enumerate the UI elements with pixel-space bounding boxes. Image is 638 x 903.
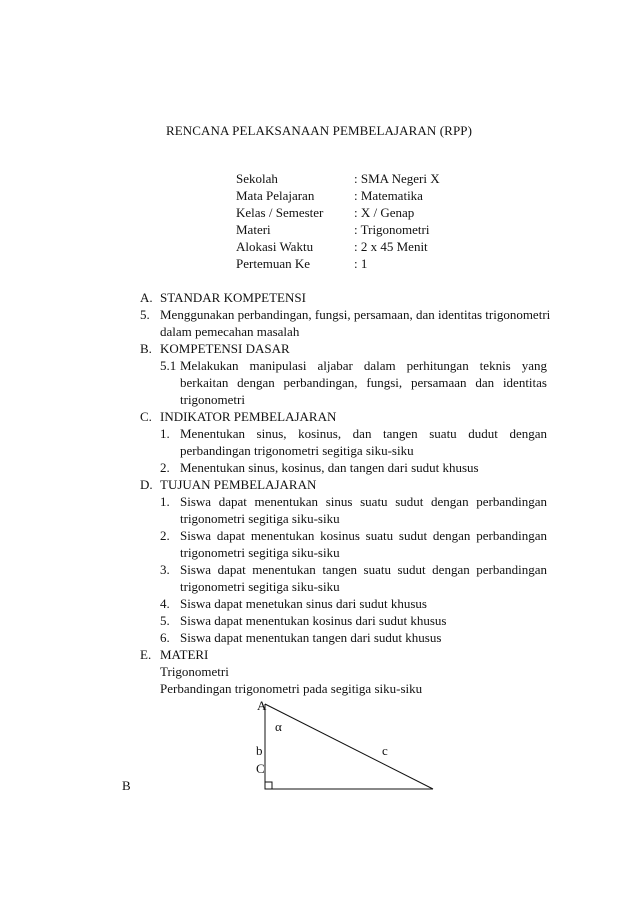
info-value: : Matematika [354,188,423,203]
list-item: Menentukan sinus, kosinus, dan tangen dari sudut khusus [180,460,479,475]
info-value: : 1 [354,256,368,271]
list-item-marker: 2. [160,528,170,543]
info-label: Materi [236,222,271,237]
vertex-a-label: A [257,698,267,713]
section-b-item-line: trigonometri [180,392,245,407]
info-value: : 2 x 45 Menit [354,239,428,254]
list-item: Siswa dapat menentukan tangen suatu sudut dengan perbandingan [180,562,547,577]
info-label: Pertemuan Ke [236,256,311,271]
section-a-item-marker: 5. [140,307,150,322]
list-item: perbandingan trigonometri segitiga siku-siku [180,443,414,458]
section-b-item-marker: 5.1 [160,358,177,373]
angle-alpha-label: α [275,719,282,734]
info-value: : X / Genap [354,205,415,220]
section-e-subtitle: Trigonometri [160,664,229,679]
page-title: RENCANA PELAKSANAAN PEMBELAJARAN (RPP) [165,123,473,138]
section-b-title: KOMPETENSI DASAR [160,341,290,356]
section-e-subtitle: Perbandingan trigonometri pada segitiga siku-siku [160,681,423,696]
list-item-marker: 5. [160,613,170,628]
section-a-title: STANDAR KOMPETENSI [160,290,306,305]
section-a-marker: A. [140,290,153,305]
list-item: Siswa dapat menetukan sinus dari sudut khusus [180,596,427,611]
section-b-item-line: Melakukan manipulasi aljabar dalam perhitungan teknis yang [180,358,547,373]
section-c-title: INDIKATOR PEMBELAJARAN [160,409,337,424]
info-label: Mata Pelajaran [236,188,315,203]
list-item: trigonometri segitiga siku-siku [180,511,340,526]
vertex-c-label: C [256,761,265,776]
list-item: Siswa dapat menentukan tangen dari sudut khusus [180,630,442,645]
list-item-marker: 4. [160,596,170,611]
vertex-b-label: B [122,778,131,793]
section-d-marker: D. [140,477,153,492]
list-item: Menentukan sinus, kosinus, dan tangen suatu dudut dengan [180,426,547,441]
triangle-side-c [265,704,433,789]
list-item-marker: 2. [160,460,170,475]
list-item: Siswa dapat menentukan kosinus suatu sudut dengan perbandingan [180,528,547,543]
section-a-item-line: dalam pemecahan masalah [160,324,300,339]
list-item-marker: 6. [160,630,170,645]
section-e-marker: E. [140,647,152,662]
section-b-item-line: berkaitan dengan perbandingan, fungsi, persamaan dan identitas [180,375,547,390]
info-label: Alokasi Waktu [236,239,314,254]
list-item: Siswa dapat menentukan sinus suatu sudut dengan perbandingan [180,494,547,509]
section-c-marker: C. [140,409,152,424]
info-value: : Trigonometri [354,222,430,237]
section-d-title: TUJUAN PEMBELAJARAN [160,477,317,492]
list-item: trigonometri segitiga siku-siku [180,579,340,594]
section-b-marker: B. [140,341,152,356]
right-angle-marker [265,782,272,789]
section-e-title: MATERI [160,647,209,662]
side-c-label: c [382,743,388,758]
section-a-item-line: Menggunakan perbandingan, fungsi, persamaan, dan identitas trigonometri [160,307,551,322]
info-value: : SMA Negeri X [354,171,440,186]
list-item-marker: 3. [160,562,170,577]
list-item: Siswa dapat menentukan kosinus dari sudut khusus [180,613,447,628]
list-item-marker: 1. [160,426,170,441]
info-label: Kelas / Semester [236,205,324,220]
side-b-label: b [256,743,263,758]
list-item-marker: 1. [160,494,170,509]
info-label: Sekolah [236,171,278,186]
list-item: trigonometri segitiga siku-siku [180,545,340,560]
